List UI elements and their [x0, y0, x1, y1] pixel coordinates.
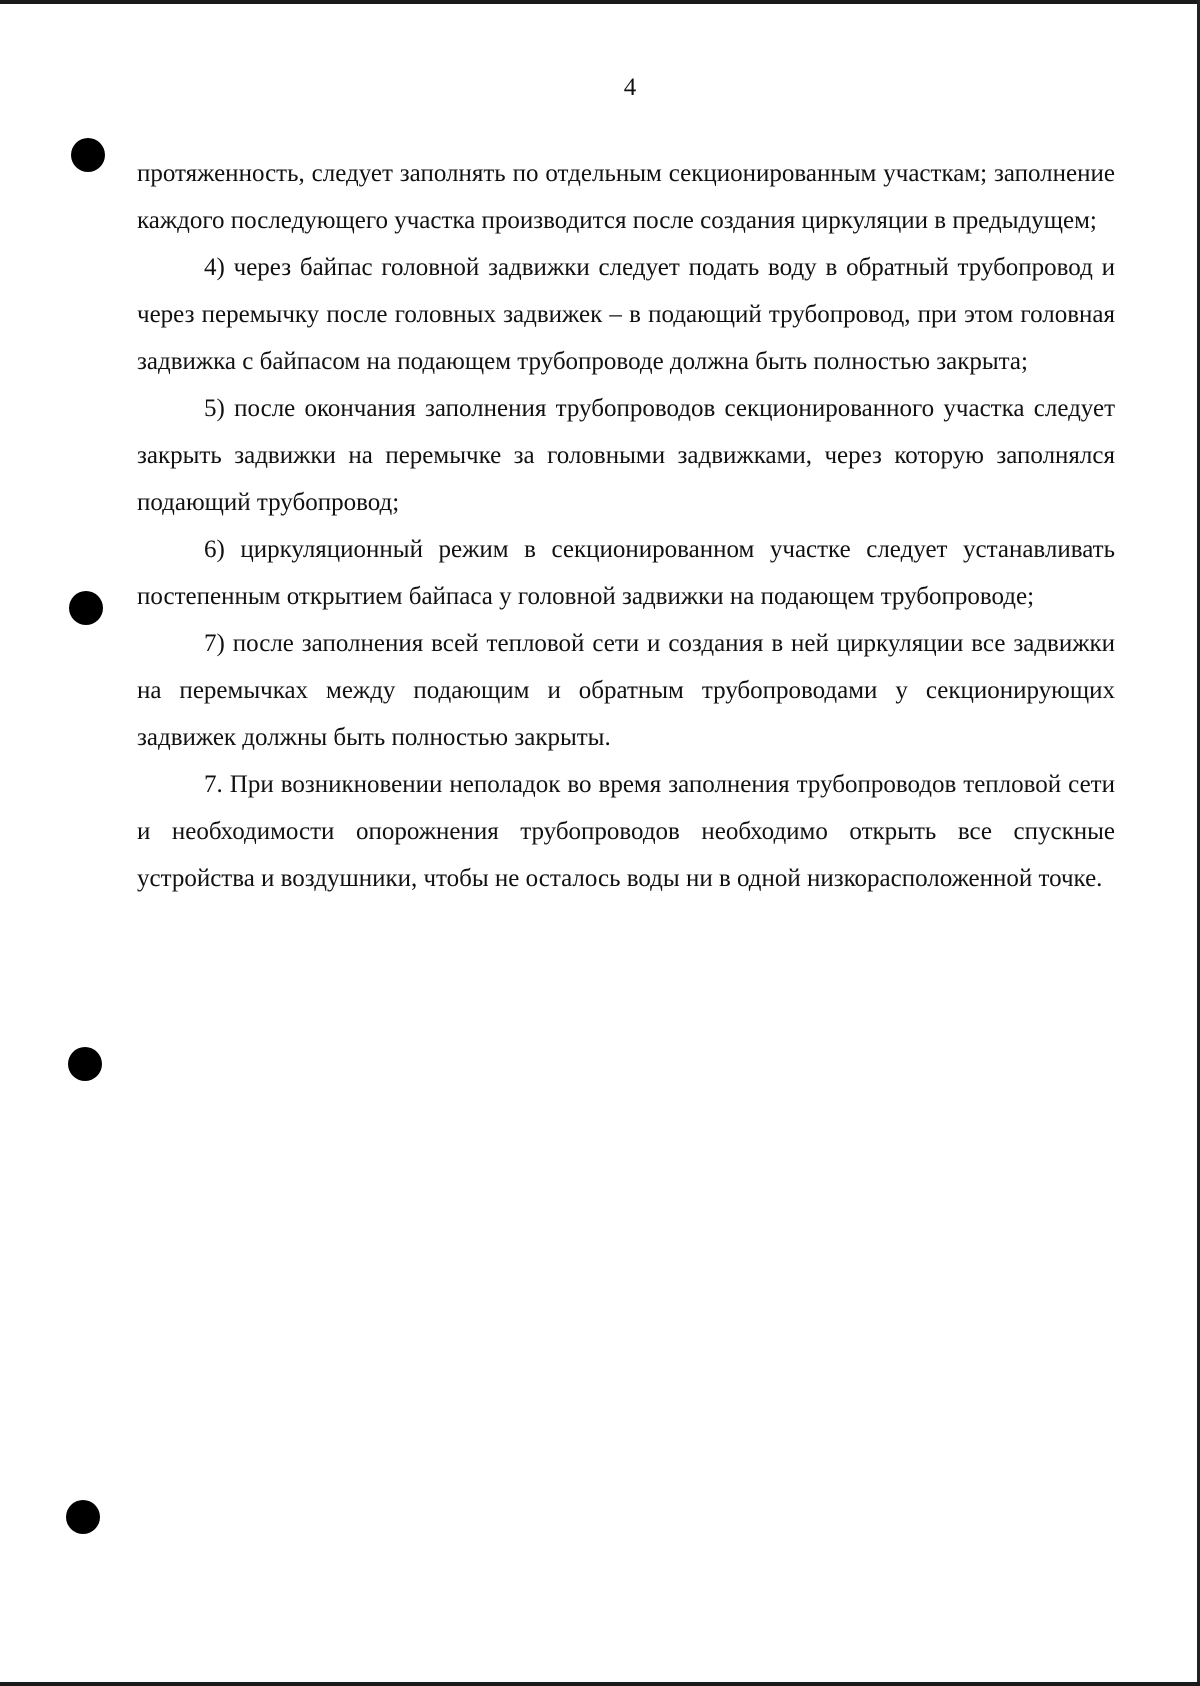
punch-hole-2: [69, 591, 103, 625]
scan-border-top: [0, 0, 1200, 4]
scan-border-bottom: [0, 1682, 1200, 1686]
paragraph-item-6: 6) циркуляционный режим в секционированном участке следует устанавливать постепенным открытием байпаса у головной задвижки на подающем трубопроводе;: [137, 536, 1115, 610]
document-body: [137, 150, 1115, 902]
paragraph-section-7: 7. При возникновении неполадок во время заполнения трубопроводов тепловой сети и необходимости опорожнения трубопроводов необходимо открыть все спускные устройства и воздушники, чтобы не осталось воды ни в одной низкорасположенной точке.: [137, 771, 1115, 892]
paragraph-continuation: протяженность, следует заполнять по отдельным секционированным участкам; заполнение каждого последующего участка производится после создания циркуляции в предыдущем;: [137, 160, 1115, 234]
page-number: 4: [623, 74, 637, 101]
punch-hole-4: [66, 1500, 100, 1534]
paragraph-item-4: 4) через байпас головной задвижки следует подать воду в обратный трубопровод и через перемычку после головных задвижек – в подающий трубопровод, при этом головная задвижка с байпасом на подающем трубопроводе должна быть полностью закрыта;: [137, 254, 1115, 375]
paragraph-item-5: 5) после окончания заполнения трубопроводов секционированного участка следует закрыть задвижки на перемычке за головными задвижками, через которую заполнялся подающий трубопровод;: [137, 395, 1115, 516]
punch-hole-3: [68, 1047, 102, 1081]
paragraph-item-7: 7) после заполнения всей тепловой сети и создания в ней циркуляции все задвижки на перемычках между подающим и обратным трубопроводами у секционирующих задвижек должны быть полностью закрыты.: [137, 630, 1115, 751]
punch-hole-1: [71, 138, 105, 172]
